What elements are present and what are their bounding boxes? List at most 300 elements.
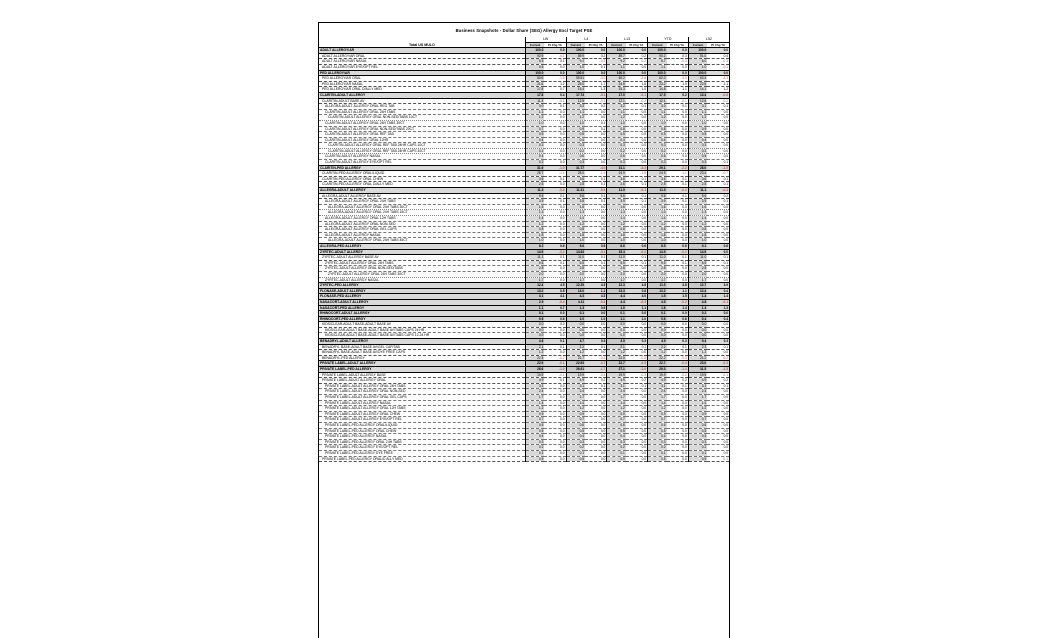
cell-current: 0.2	[525, 148, 544, 154]
cell-current: 13.2	[648, 288, 667, 294]
cell-current: 0.5	[648, 132, 667, 138]
cell-current: 17.8	[525, 92, 544, 98]
cell-chg-ya: 1.3	[585, 87, 607, 93]
cell-current: 1.8	[688, 232, 707, 238]
cell-current: 1.0	[566, 120, 585, 126]
cell-chg-ya: 0.0	[585, 143, 607, 149]
cell-current: 22.5	[607, 355, 626, 361]
cell-current: 0.0	[525, 333, 544, 339]
cell-current: 12.1	[648, 98, 667, 104]
cell-current: 5.5	[607, 260, 626, 266]
row-label: ADULT ALLERGY/AR	[319, 48, 525, 54]
cell-chg-ya: 0.0	[544, 221, 566, 227]
cell-current: 24.5	[648, 171, 667, 177]
cell-current: 1.0	[525, 238, 544, 244]
cell-current: 0.5	[566, 428, 585, 434]
cell-current: 0.4	[525, 434, 544, 440]
cell-current: 0.2	[607, 148, 626, 154]
row-label: PRIVATE LABEL-PED ALLERGY DYE FREE	[319, 450, 525, 456]
cell-chg-ya: 0.0	[707, 450, 729, 456]
cell-chg-ya: 1.1	[667, 87, 689, 93]
cell-current: 0.0	[566, 322, 585, 328]
cell-chg-ya: 0.0	[667, 132, 689, 138]
cell-current: 4.9	[525, 378, 544, 384]
cell-current: 9.6	[566, 193, 585, 199]
cell-chg-ya: 0.0	[626, 311, 648, 317]
cell-current: 0.0	[566, 333, 585, 339]
cell-chg-ya: 0.0	[626, 450, 648, 456]
row-label: CLARITIN-ADULT ALLERGY ORAL 24H TABS 30CT	[319, 120, 525, 126]
cell-chg-ya: 0.0	[707, 204, 729, 210]
row-label: PED ALLERGY/AR	[319, 70, 525, 76]
row-label: RHINOCORT-PED ALLERGY	[319, 316, 525, 322]
cell-chg-ya: -1.9	[544, 76, 566, 82]
cell-chg-ya: 4.1	[544, 294, 566, 300]
cell-current: 25.0	[566, 171, 585, 177]
cell-chg-ya: 0.0	[707, 411, 729, 417]
cell-chg-ya: 0.0	[585, 400, 607, 406]
cell-chg-ya: 0.0	[626, 204, 648, 210]
cell-chg-ya: 0.0	[585, 115, 607, 121]
row-label: NASACORT-PED ALLERGY	[319, 305, 525, 311]
cell-current: 1.2	[648, 115, 667, 121]
cell-current: 4.3	[566, 294, 585, 300]
cell-current: 1.0	[525, 120, 544, 126]
cell-chg-ya: 0.0	[585, 389, 607, 395]
cell-chg-ya: 0.0	[585, 417, 607, 423]
cell-chg-ya: 0.1	[707, 104, 729, 110]
cell-chg-ya: -0.6	[707, 92, 729, 98]
cell-chg-ya: 0.0	[667, 428, 689, 434]
cell-chg-ya: 0.0	[667, 434, 689, 440]
cell-chg-ya: -0.1	[585, 249, 607, 255]
cell-chg-ya: 0.0	[585, 322, 607, 328]
cell-chg-ya: 0.0	[707, 271, 729, 277]
cell-current: 0.2	[607, 445, 626, 451]
cell-current: 0.1	[525, 311, 544, 317]
cell-current: 1.2	[688, 221, 707, 227]
cell-chg-ya: 0.0	[707, 238, 729, 244]
cell-chg-ya: 0.6	[626, 243, 648, 249]
row-label: ALLEGRA-ADULT ALLERGY ORAL REG TAB	[319, 104, 525, 110]
cell-current: 4.8	[688, 299, 707, 305]
cell-current: 91.0	[688, 53, 707, 59]
period-group-row	[319, 37, 729, 42]
cell-current: 1.8	[607, 232, 626, 238]
cell-chg-ya: 0.0	[667, 64, 689, 70]
cell-current: 0.0	[648, 322, 667, 328]
cell-chg-ya: 1.6	[626, 81, 648, 87]
cell-current: 0.1	[648, 450, 667, 456]
row-label: ZYRTEC-ADULT ALLERGY	[319, 249, 525, 255]
cell-current: 0.9	[607, 411, 626, 417]
cell-chg-ya: 0.0	[626, 406, 648, 412]
cell-current: 1.4	[525, 216, 544, 222]
cell-current: 8.2	[525, 243, 544, 249]
cell-current: 31.77	[566, 165, 585, 171]
cell-current: 11.9	[648, 188, 667, 194]
row-label: FLONASE-ADULT ALLERGY	[319, 288, 525, 294]
cell-current: 1.6	[566, 204, 585, 210]
cell-chg-ya: 0.0	[667, 406, 689, 412]
cell-chg-ya: 0.0	[544, 327, 566, 333]
cell-current: 0.3	[525, 439, 544, 445]
cell-chg-ya: 0.0	[585, 428, 607, 434]
cell-current: 3.1	[648, 383, 667, 389]
cell-chg-ya: -0.7	[585, 361, 607, 367]
cell-chg-ya: 0.0	[707, 434, 729, 440]
cell-chg-ya: 0.0	[626, 428, 648, 434]
cell-current: 100.0	[525, 70, 544, 76]
row-label: FLONASE-PED ALLERGY	[319, 294, 525, 300]
cell-chg-ya: 4.8	[626, 283, 648, 289]
table-header	[319, 37, 729, 48]
cell-current: 21.6	[525, 81, 544, 87]
cell-current: 0.7	[525, 417, 544, 423]
cell-chg-ya: -1.1	[667, 171, 689, 177]
cell-current: 1.2	[566, 406, 585, 412]
cell-current: 2.4	[688, 389, 707, 395]
cell-current: 1.8	[525, 232, 544, 238]
cell-current: 60.6	[525, 76, 544, 82]
cell-chg-ya: -0.1	[544, 53, 566, 59]
cell-chg-ya: 0.0	[585, 350, 607, 356]
cell-chg-ya: -0.1	[626, 188, 648, 194]
cell-current: 4.9	[648, 339, 667, 345]
cell-chg-ya: 0.0	[544, 400, 566, 406]
cell-chg-ya: 0.0	[544, 395, 566, 401]
cell-chg-ya: 0.0	[667, 456, 689, 462]
cell-chg-ya: 0.0	[585, 422, 607, 428]
cell-chg-ya: -1.1	[585, 171, 607, 177]
cell-current: 0.3	[607, 160, 626, 166]
cell-current: 3.9	[688, 199, 707, 205]
cell-current: 2.4	[648, 389, 667, 395]
cell-chg-ya: 0.0	[544, 266, 566, 272]
cell-chg-ya: 0.0	[707, 445, 729, 451]
cell-chg-ya: 0.0	[626, 132, 648, 138]
cell-chg-ya: 0.3	[626, 339, 648, 345]
cell-chg-ya: 0.1	[585, 120, 607, 126]
cell-chg-ya: 0.2	[626, 378, 648, 384]
cell-chg-ya: -0.3	[585, 299, 607, 305]
cell-current: 4.7	[566, 339, 585, 345]
cell-chg-ya: 0.0	[626, 216, 648, 222]
cell-chg-ya: 1.7	[585, 81, 607, 87]
share-table	[319, 37, 729, 462]
cell-chg-ya: 0.0	[544, 70, 566, 76]
cell-current: 1.2	[566, 350, 585, 356]
cell-chg-ya: -0.3	[626, 372, 648, 378]
cell-chg-ya: 0.0	[626, 395, 648, 401]
cell-chg-ya: 0.0	[667, 227, 689, 233]
cell-chg-ya: 0.1	[707, 260, 729, 266]
cell-chg-ya: 0.0	[707, 350, 729, 356]
cell-current: 13.4	[688, 92, 707, 98]
hdr-lw-chg: Pt Chg YA	[544, 42, 566, 48]
row-label: PRIVATE LABEL-PED ALLERGY ORAL/D ALLY MED	[319, 456, 525, 462]
row-label: PRIVATE LABEL-ADULT ALLERGY ORAL GEL CAPS	[319, 395, 525, 401]
cell-current: 17.0	[607, 92, 626, 98]
cell-current: 2.5	[688, 182, 707, 188]
cell-chg-ya: -0.2	[667, 299, 689, 305]
cell-chg-ya: 0.2	[667, 378, 689, 384]
cell-current: 0.4	[566, 137, 585, 143]
cell-current: 0.0	[688, 322, 707, 328]
cell-current: 1.1	[525, 109, 544, 115]
cell-current: 2.0	[607, 271, 626, 277]
cell-current: 14.63	[566, 249, 585, 255]
cell-current: 0.4	[566, 434, 585, 440]
cell-current: 12.3	[607, 283, 626, 289]
cell-chg-ya: 0.0	[707, 216, 729, 222]
row-label: KIDS/CLEAR-ADULT BASE-ADULT BASE AV/TABS CAPS 24 HR	[319, 327, 525, 333]
cell-chg-ya: 0.1	[707, 344, 729, 350]
cell-chg-ya: 0.7	[544, 305, 566, 311]
cell-current: 2.1	[607, 344, 626, 350]
cell-chg-ya: 0.1	[585, 344, 607, 350]
cell-chg-ya: 0.0	[544, 411, 566, 417]
cell-chg-ya: -0.2	[626, 249, 648, 255]
cell-current: 0.6	[525, 64, 544, 70]
cell-current: 1.7	[525, 277, 544, 283]
row-label: CLARITIN-ADULT ALLERGY ORAL REF TAB 24HR CAPS 10CT	[319, 143, 525, 149]
cell-chg-ya: 0.0	[585, 232, 607, 238]
cell-chg-ya: 0.7	[544, 87, 566, 93]
cell-chg-ya: 0.0	[626, 109, 648, 115]
cell-chg-ya: 0.1	[544, 104, 566, 110]
cell-chg-ya: 0.1	[667, 176, 689, 182]
cell-current: 1.2	[688, 115, 707, 121]
cell-current: 1.2	[648, 350, 667, 356]
cell-chg-ya: -0.2	[667, 372, 689, 378]
cell-current: 1.0	[648, 120, 667, 126]
cell-chg-ya: 1.0	[585, 316, 607, 322]
cell-current: 0.6	[525, 422, 544, 428]
row-label: BENADRYL-ADULT ALLERGY	[319, 339, 525, 345]
cell-chg-ya: 0.1	[544, 344, 566, 350]
cell-chg-ya: -0.2	[544, 249, 566, 255]
cell-current: 25.7	[525, 171, 544, 177]
cell-chg-ya: 0.2	[626, 53, 648, 59]
cell-current: 1.2	[688, 406, 707, 412]
cell-chg-ya: 0.0	[667, 445, 689, 451]
cell-chg-ya: -1.0	[544, 367, 566, 373]
cell-chg-ya: 0.1	[585, 126, 607, 132]
cell-current: 14.8	[648, 87, 667, 93]
cell-current: 3.0	[525, 104, 544, 110]
cell-chg-ya: 0.0	[667, 450, 689, 456]
cell-chg-ya: 0.4	[544, 92, 566, 98]
cell-current: 0.7	[607, 417, 626, 423]
cell-current: 0.1	[688, 450, 707, 456]
cell-current: 1.4	[566, 216, 585, 222]
cell-chg-ya: 0.0	[707, 395, 729, 401]
cell-current: 1.2	[607, 221, 626, 227]
cell-current: 100.0	[648, 48, 667, 54]
cell-chg-ya: 1.3	[707, 305, 729, 311]
cell-current: 24.9	[607, 171, 626, 177]
cell-chg-ya: 0.0	[626, 115, 648, 121]
cell-current: 0.7	[525, 126, 544, 132]
cell-chg-ya: -0.1	[707, 299, 729, 305]
cell-chg-ya: 0.0	[707, 333, 729, 339]
cell-chg-ya: 1.5	[667, 294, 689, 300]
cell-current: 13.2	[525, 288, 544, 294]
row-label: ZYRTEC-ADULT ALLERGY BASE AV	[319, 255, 525, 261]
cell-chg-ya: 0.0	[544, 389, 566, 395]
cell-chg-ya: 0.2	[585, 378, 607, 384]
cell-chg-ya: 0.0	[667, 322, 689, 328]
cell-current: 0.8	[607, 227, 626, 233]
cell-current: 9.1	[566, 59, 585, 65]
cell-current: 0.3	[566, 160, 585, 166]
cell-current: 1.1	[648, 109, 667, 115]
cell-chg-ya: 0.0	[626, 227, 648, 233]
cell-current: 26.61	[566, 367, 585, 373]
cell-current: 0.0	[648, 333, 667, 339]
row-label: PED ALLERGY/AR ORAL	[319, 76, 525, 82]
cell-chg-ya: 0.0	[707, 126, 729, 132]
cell-current: 1.2	[688, 350, 707, 356]
cell-chg-ya: 0.0	[585, 411, 607, 417]
row-label: CLARITIN-ADULT BASE AV	[319, 98, 525, 104]
cell-current: 0.4	[688, 316, 707, 322]
cell-chg-ya: 0.0	[626, 327, 648, 333]
cell-current: 0.8	[648, 126, 667, 132]
cell-chg-ya: 0.6	[544, 243, 566, 249]
cell-current: 1.4	[688, 216, 707, 222]
cell-chg-ya: 0.3	[667, 53, 689, 59]
cell-chg-ya: 0.1	[585, 193, 607, 199]
cell-current: 12.25	[566, 283, 585, 289]
cell-current: 0.8	[648, 227, 667, 233]
cell-current: 2.4	[525, 389, 544, 395]
row-label: PRIVATE LABEL-ADULT ALLERGY	[319, 361, 525, 367]
cell-chg-ya: 0.0	[626, 232, 648, 238]
cell-chg-ya: 0.0	[544, 154, 566, 160]
cell-chg-ya: 0.0	[667, 204, 689, 210]
cell-current: 8.6	[607, 243, 626, 249]
cell-current: 1.7	[648, 395, 667, 401]
cell-chg-ya: 0.0	[667, 109, 689, 115]
cell-chg-ya: 0.2	[667, 92, 689, 98]
cell-chg-ya: 0.1	[667, 199, 689, 205]
cell-chg-ya: 1.0	[626, 316, 648, 322]
cell-chg-ya: -0.1	[707, 372, 729, 378]
row-label: ALLEGRA-ADULT ALLERGY ORAL 24H TABS	[319, 199, 525, 205]
cell-current: 0.6	[566, 154, 585, 160]
cell-chg-ya: -0.2	[626, 98, 648, 104]
row-label: ADULT ALLERGY/AR EYE/OPT REL	[319, 64, 525, 70]
cell-chg-ya: 0.0	[544, 417, 566, 423]
cell-chg-ya: 0.0	[626, 160, 648, 166]
cell-current: 2.8	[648, 266, 667, 272]
cell-current: 1.1	[607, 64, 626, 70]
row-label: ALLEGRA-ADULT ALLERGY ORAL 24H TABS 45CT	[319, 238, 525, 244]
cell-chg-ya: 0.0	[626, 333, 648, 339]
cell-current: 1.4	[688, 400, 707, 406]
cell-current: 1.8	[648, 232, 667, 238]
cell-chg-ya: 0.0	[707, 137, 729, 143]
cell-chg-ya: 0.0	[626, 445, 648, 451]
cell-chg-ya: 0.0	[626, 148, 648, 154]
cell-chg-ya: 0.5	[544, 288, 566, 294]
cell-chg-ya: 0.0	[585, 456, 607, 462]
group-l4: L4	[566, 37, 607, 42]
row-label: PRIVATE LABEL-ADULT ALLERGY EYE/OPT REL	[319, 417, 525, 423]
cell-current: 0.5	[607, 428, 626, 434]
row-label: KIDS/CLEAR-ADULT BASE-ADULT BASE AV/TABS CAPS 12-24 HR	[319, 333, 525, 339]
cell-chg-ya: 0.0	[585, 450, 607, 456]
row-label: ALLEGRA-ADULT ALLERGY ORAL NON-SED	[319, 221, 525, 227]
cell-chg-ya: 0.6	[667, 243, 689, 249]
cell-chg-ya: 0.0	[667, 327, 689, 333]
group-l52: L52	[688, 37, 729, 42]
cell-current: 1.2	[525, 115, 544, 121]
cell-current: 12.4	[525, 283, 544, 289]
cell-chg-ya: 0.2	[707, 193, 729, 199]
group-lw: LW	[525, 37, 566, 42]
cell-current: 0.5	[648, 456, 667, 462]
cell-current: 3.1	[607, 383, 626, 389]
cell-current: 11.9	[607, 188, 626, 194]
cell-current: 9.6	[607, 193, 626, 199]
cell-chg-ya: -1.5	[707, 165, 729, 171]
cell-chg-ya: 0.1	[626, 383, 648, 389]
cell-chg-ya: -3.3	[626, 165, 648, 171]
cell-chg-ya: 0.1	[626, 199, 648, 205]
cell-chg-ya: 0.0	[707, 132, 729, 138]
cell-current: 2.4	[566, 389, 585, 395]
cell-chg-ya: -0.1	[667, 249, 689, 255]
cell-chg-ya: 0.0	[707, 148, 729, 154]
cell-chg-ya: 0.0	[544, 439, 566, 445]
cell-current: 1.0	[566, 64, 585, 70]
cell-chg-ya: 0.0	[544, 137, 566, 143]
cell-current: 1.4	[648, 216, 667, 222]
cell-chg-ya: 0.0	[585, 204, 607, 210]
cell-current: 2.2	[566, 344, 585, 350]
cell-current: 3.1	[688, 104, 707, 110]
cell-current: 22.5	[688, 81, 707, 87]
cell-chg-ya: 0.2	[585, 53, 607, 59]
cell-current: 19.9	[648, 372, 667, 378]
cell-chg-ya: 0.0	[626, 322, 648, 328]
cell-chg-ya: 0.8	[626, 288, 648, 294]
hdr-l52-current: Current	[688, 42, 707, 48]
cell-current: 19.9	[566, 372, 585, 378]
cell-current: 0.1	[525, 450, 544, 456]
cell-chg-ya: 0.0	[544, 238, 566, 244]
cell-chg-ya: 0.0	[667, 154, 689, 160]
cell-current: 0.3	[688, 143, 707, 149]
cell-chg-ya: 0.0	[626, 389, 648, 395]
cell-chg-ya: 0.0	[544, 434, 566, 440]
cell-chg-ya: 0.6	[707, 243, 729, 249]
cell-current: 1.2	[607, 350, 626, 356]
cell-chg-ya: -1.5	[707, 367, 729, 373]
cell-chg-ya: 1.0	[626, 87, 648, 93]
cell-chg-ya: 0.0	[544, 271, 566, 277]
row-label: ZYRTEC-ADULT ALLERGY NASAL	[319, 277, 525, 283]
cell-current: 11.1	[525, 255, 544, 261]
row-label: PRIVATE LABEL-PED ALLERGY ORAL CHEW	[319, 428, 525, 434]
cell-chg-ya: -0.3	[667, 59, 689, 65]
cell-chg-ya: -0.2	[667, 188, 689, 194]
row-label: PRIVATE LABEL-ADULT ALLERGY ORAL	[319, 378, 525, 384]
cell-current: 4.9	[648, 378, 667, 384]
